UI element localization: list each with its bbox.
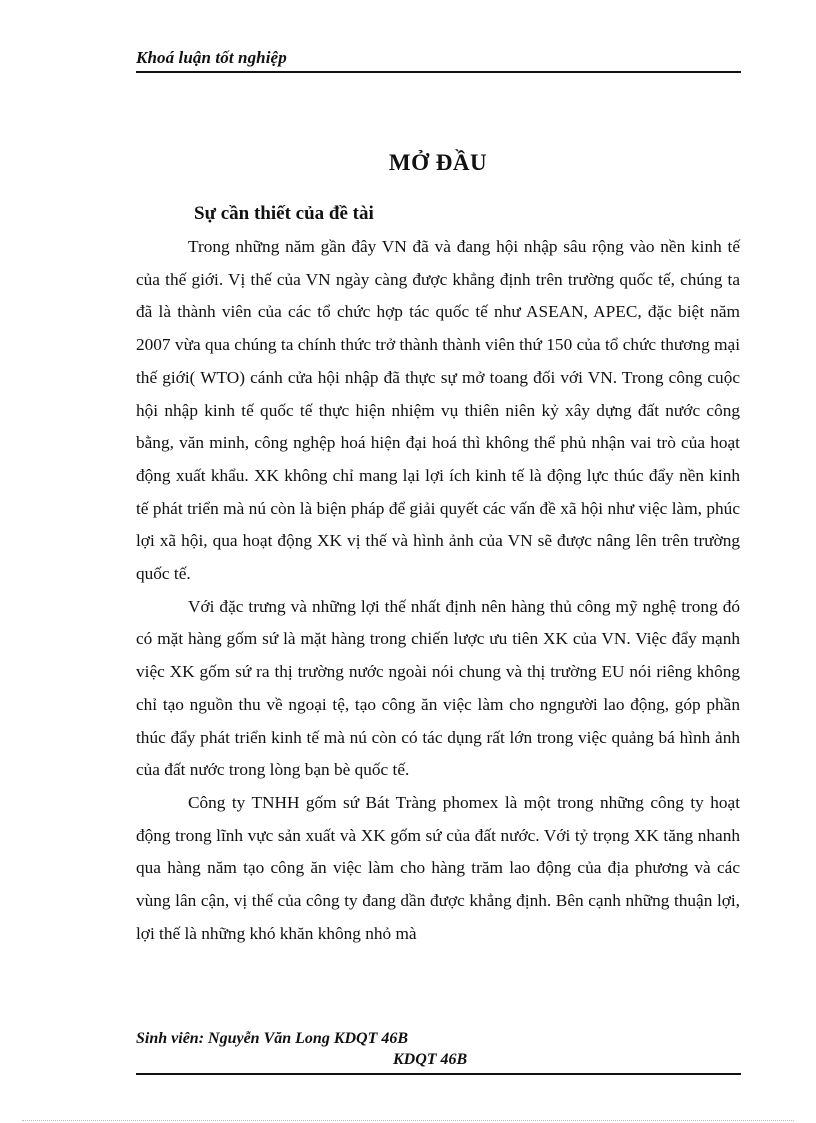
header-title: Khoá luận tốt nghiệp	[136, 48, 287, 67]
paragraph-1: Trong những năm gần đây VN đã và đang hội nhập sâu rộng vào nền kinh tế của thế giới. Vị thế của VN ngày càng được khẳng định trên trường quốc tế, chúng ta đã là thành viên của các tổ chức hợp tác quốc tế như ASEAN, APEC, đặc biệt năm 2007 vừa qua chúng ta chính thức trở thành thành viên thứ 150 của tổ chức thương mại thế giới( WTO) cánh cửa hội nhập đã thực sự mở toang đối với VN. Trong công cuộc hội nhập kinh tế quốc tế thực hiện nhiệm vụ thiên niên kỷ xây dựng đất nước công bằng, văn minh, công nghệp hoá hiện đại hoá thì không thể phủ nhận vai trò của hoạt động xuất khẩu. XK không chỉ mang lại lợi ích kinh tế là động lực thúc đẩy nền kinh tế phát triển mà nú còn là biện pháp để giải quyết các vấn đề xã hội như việc làm, phúc lợi xã hội, qua hoạt động XK vị thế và hình ảnh của VN sẽ được nâng lên trên trường quốc tế.	[136, 237, 740, 584]
header-rule	[136, 71, 741, 73]
paragraph-2: Với đặc trưng và những lợi thế nhất định nên hàng thủ công mỹ nghệ trong đó có mặt hàng gốm sứ là mặt hàng trong chiến lược ưu tiên XK của VN. Việc đẩy mạnh việc XK gốm sứ ra thị trường nước ngoài nói chung và thị trường EU nói riêng không chỉ tạo nguồn thu về ngoại tệ, tạo công ăn việc làm cho ngngười lao động, góp phần thúc đẩy phát triển kinh tế mà nú còn có tác dụng rất lớn trong việc quảng bá hình ảnh của đất nước trong lòng bạn bè quốc tế.	[136, 596, 740, 780]
section-heading: Sự cần thiết của đề tài	[194, 203, 374, 224]
footer-student: Sinh viên: Nguyễn Văn Long KDQT 46B	[136, 1030, 409, 1047]
footer-class: KDQT 46B	[393, 1051, 468, 1068]
body-text	[136, 231, 740, 950]
paragraph-3: Công ty TNHH gốm sứ Bát Tràng phomex là một trong những công ty hoạt động trong lĩnh vực sản xuất và XK gốm sứ của đất nước. Với tỷ trọng XK tăng nhanh qua hàng năm tạo công ăn việc làm cho hàng trăm lao động của địa phương và các vùng lân cận, vị thế của công ty đang dần được khẳng định. Bên cạnh những thuận lợi, lợi thế là những khó khăn không nhỏ mà	[136, 792, 740, 943]
chapter-title: MỞ ĐẦU	[388, 150, 488, 175]
footer-rule	[136, 1073, 741, 1075]
page-edge-divider	[22, 1120, 794, 1121]
